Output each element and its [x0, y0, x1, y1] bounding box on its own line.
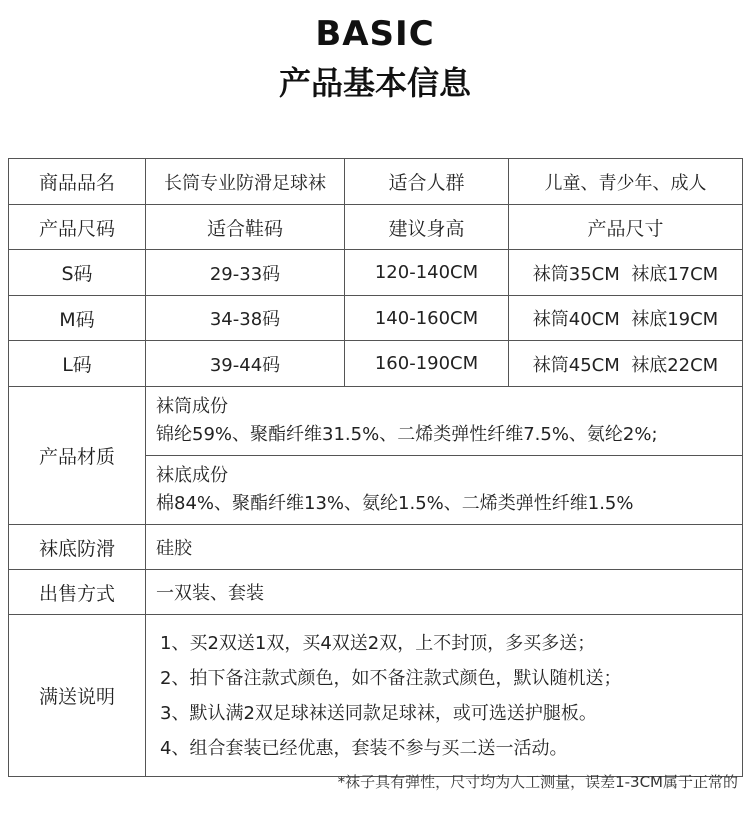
height-cell: 140-160CM [345, 296, 509, 341]
height-cell: 120-140CM [345, 250, 509, 296]
antislip-row [9, 525, 743, 570]
dimension-cell: 袜筒35CM 袜底17CM [509, 250, 743, 296]
promo-line: 2、拍下备注款式颜色，如不备注款式颜色，默认随机送； [160, 667, 622, 689]
sale-value: 一双装、套装 [146, 570, 743, 615]
size-header-dimension: 产品尺寸 [509, 205, 743, 250]
size-header-height: 建议身高 [345, 205, 509, 250]
name-label: 商品品名 [9, 159, 146, 205]
material-label: 产品材质 [9, 387, 146, 525]
shoe-size-cell: 39-44码 [146, 341, 345, 387]
sale-label: 出售方式 [9, 570, 146, 615]
sole-composition [146, 455, 742, 524]
material-row [9, 387, 743, 525]
promo-line: 4、组合套装已经优惠，套装不参与买二送一活动。 [160, 737, 568, 759]
size-header-shoe: 适合鞋码 [146, 205, 345, 250]
height-cell: 160-190CM [345, 341, 509, 387]
shoe-size-cell: 29-33码 [146, 250, 345, 296]
tube-title: 袜筒成份 [156, 396, 228, 417]
promo-line: 3、默认满2双足球袜送同款足球袜，或可选送护腿板。 [160, 702, 597, 724]
size-cell: M码 [9, 296, 146, 341]
size-cell: S码 [9, 250, 146, 296]
table-row [9, 296, 743, 341]
footnote: *袜子具有弹性，尺寸均为人工测量，误差1-3CM属于正常的 [337, 773, 738, 791]
crowd-label: 适合人群 [345, 159, 509, 205]
dimension-cell: 袜筒45CM 袜底22CM [509, 341, 743, 387]
promo-content [146, 615, 743, 777]
size-header-row [9, 205, 743, 250]
sole-title: 袜底成份 [156, 465, 228, 486]
dimension-cell: 袜筒40CM 袜底19CM [509, 296, 743, 341]
promo-line: 1、买2双送1双，买4双送2双，上不封顶，多买多送； [160, 632, 596, 654]
size-cell: L码 [9, 341, 146, 387]
product-info-table [8, 158, 743, 777]
tube-text: 锦纶59%、聚酯纤维31.5%、二烯类弹性纤维7.5%、氨纶2%; [156, 424, 658, 445]
page-title: 产品基本信息 [278, 64, 471, 102]
material-content [146, 387, 743, 525]
title-english: BASIC [315, 14, 435, 54]
table-row [9, 250, 743, 296]
tube-composition [146, 387, 742, 455]
antislip-label: 袜底防滑 [9, 525, 146, 570]
table-row-name [9, 159, 743, 205]
table-row [9, 341, 743, 387]
shoe-size-cell: 34-38码 [146, 296, 345, 341]
sale-row [9, 570, 743, 615]
crowd-value: 儿童、青少年、成人 [509, 159, 743, 205]
promo-label: 满送说明 [9, 615, 146, 777]
promo-row [9, 615, 743, 777]
name-value: 长筒专业防滑足球袜 [146, 159, 345, 205]
antislip-value: 硅胶 [146, 525, 743, 570]
size-header-size: 产品尺码 [9, 205, 146, 250]
sole-text: 棉84%、聚酯纤维13%、氨纶1.5%、二烯类弹性纤维1.5% [156, 493, 634, 514]
